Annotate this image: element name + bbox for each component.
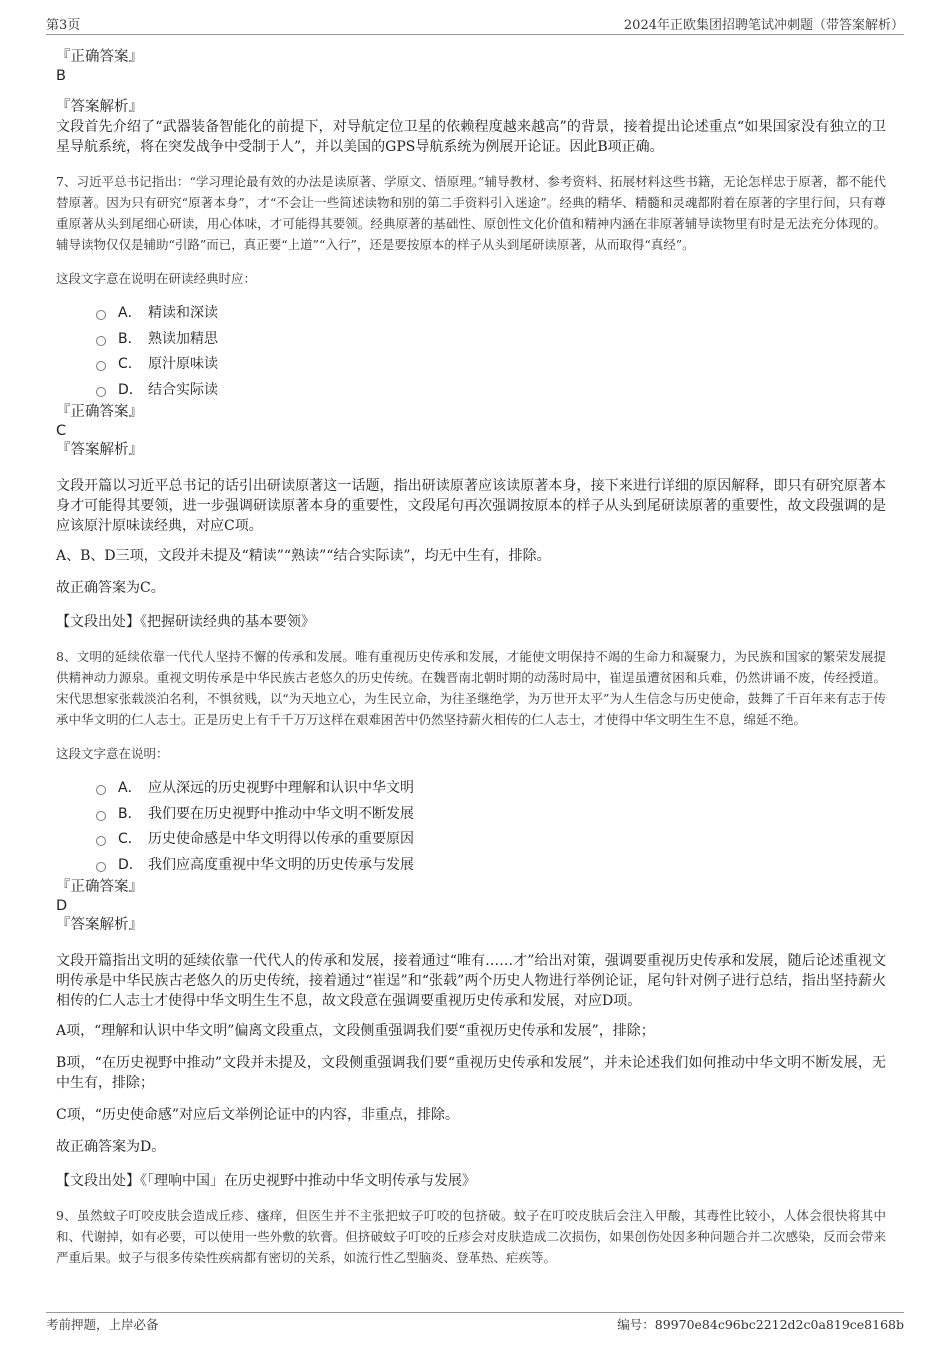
option-a[interactable]: A． 精读和深读 xyxy=(96,301,886,327)
analysis-paragraph: C项，“历史使命感”对应后文举例论证中的内容，非重点，排除。 xyxy=(56,1107,460,1123)
analysis-label: 『答案解析』 xyxy=(56,442,143,458)
correct-answer-value: B xyxy=(56,68,66,84)
analysis-paragraph: 文段首先介绍了“武器装备智能化的前提下，对导航定位卫星的依赖程度越来越高”的背景，接着提出论述重点“如果国家没有独立的卫星导航系统，将在突发战争中受制于人”，并以美国的GPS导航系统为例展开论证。因此B项正确。 xyxy=(56,119,886,155)
analysis-label: 『答案解析』 xyxy=(56,917,143,933)
source-citation: 【文段出处】《把握研读经典的基本要领》 xyxy=(56,614,315,630)
question-9-text: 9、虽然蚊子叮咬皮肤会造成丘疹、瘙痒，但医生并不主张把蚊子叮咬的包挤破。蚊子在叮咬皮肤后会注入甲酸，其毒性比较小，人体会很快将其中和、代谢掉，如有必要，可以使用一些外敷的软膏。但挤破蚊子叮咬的丘疹会对皮肤造成二次损伤，如果创伤处因多种问题合并二次感染，反而会带来严重后果。蚊子与很多传染性疾病都有密切的关系，如流行性乙型脑炎、登革热、疟疾等。 xyxy=(56,1208,886,1265)
radio-icon[interactable] xyxy=(96,811,106,821)
document-title: 2024年正欧集团招聘笔试冲刺题（带答案解析） xyxy=(623,18,904,33)
correct-answer-label: 『正确答案』 xyxy=(56,49,143,65)
option-c[interactable]: C． 原汁原味读 xyxy=(96,352,886,378)
radio-icon[interactable] xyxy=(96,387,106,397)
question-8-prompt: 这段文字意在说明： xyxy=(56,746,169,761)
radio-icon[interactable] xyxy=(96,785,106,795)
correct-answer-value: C xyxy=(56,423,67,439)
radio-icon[interactable] xyxy=(96,862,106,872)
footer-slogan: 考前押题，上岸必备 xyxy=(46,1317,159,1332)
page-number: 第3页 xyxy=(46,18,81,33)
correct-answer-label: 『正确答案』 xyxy=(56,879,143,895)
option-b[interactable]: B． 我们要在历史视野中推动中华文明不断发展 xyxy=(96,802,886,828)
analysis-paragraph: 文段开篇以习近平总书记的话引出研读原著这一话题，指出研读原著应该读原著本身，接下来进行详细的原因解释，即只有研究原著本身才可能得其要领，进一步强调研读原著本身的重要性，文段尾句再次强调按原本的样子从头到尾研读原著的重要性，故文段强调的是应该原汁原味读经典，对应C项。 xyxy=(56,478,886,534)
option-d[interactable]: D． 我们应高度重视中华文明的历史传承与发展 xyxy=(96,853,886,879)
correct-answer-value: D xyxy=(56,898,68,914)
question-7-options xyxy=(56,301,886,403)
analysis-paragraph: A项，“理解和认识中华文明”偏离文段重点，文段侧重强调我们要“重视历史传承和发展”，排除； xyxy=(56,1023,655,1039)
source-citation: 【文段出处】《「理响中国」在历史视野中推动中华文明传承与发展》 xyxy=(56,1173,476,1189)
page-footer xyxy=(46,1312,904,1335)
option-c[interactable]: C． 历史使命感是中华文明得以传承的重要原因 xyxy=(96,827,886,853)
analysis-paragraph: 故正确答案为D。 xyxy=(56,1139,166,1155)
document-id: 编号：89970e84c96bc2212d2c0a819ce8168b xyxy=(617,1317,904,1332)
analysis-paragraph: 故正确答案为C。 xyxy=(56,580,165,596)
analysis-paragraph: 文段开篇指出文明的延续依靠一代代人的传承和发展，接着通过“唯有……才”给出对策，强调要重视历史传承和发展，随后论述重视文明传承是中华民族古老悠久的历史传统，接着通过“崔逞”和“张载”两个历史人物进行举例论证，尾句针对例子进行总结，指出坚持薪火相传的仁人志士才使得中华文明生生不息，故文段意在强调要重视历史传承和发展，对应D项。 xyxy=(56,953,886,1009)
radio-icon[interactable] xyxy=(96,361,106,371)
question-7-text: 7、习近平总书记指出：“学习理论最有效的办法是读原著、学原文、悟原理。”辅导教材、参考资料、拓展材料这些书籍，无论怎样忠于原著，都不能代替原著。因为只有研究“原著本身”，才“不会让一些简述读物和别的第二手资料引入迷途”。经典的精华、精髓和灵魂都附着在原著的字里行间，只有尊重原著从头到尾细心研读，用心体味，才可能得其要领。经典原著的基础性、原创性文化价值和精神内涵在非原著辅导读物里有时是无法充分体现的。辅导读物仅仅是辅助“引路”而已，真正要“上道”“入行”，还是要按原本的样子从头到尾研读原著，从而取得“真经”。 xyxy=(56,174,886,252)
question-8-options xyxy=(56,776,886,878)
option-d[interactable]: D． 结合实际读 xyxy=(96,378,886,404)
radio-icon[interactable] xyxy=(96,310,106,320)
analysis-label: 『答案解析』 xyxy=(56,99,143,115)
correct-answer-label: 『正确答案』 xyxy=(56,404,143,420)
radio-icon[interactable] xyxy=(96,836,106,846)
radio-icon[interactable] xyxy=(96,336,106,346)
option-a[interactable]: A． 应从深远的历史视野中理解和认识中华文明 xyxy=(96,776,886,802)
question-7-prompt: 这段文字意在说明在研读经典时应： xyxy=(56,271,257,286)
question-8-text: 8、文明的延续依靠一代代人坚持不懈的传承和发展。唯有重视历史传承和发展，才能使文明保持不竭的生命力和凝聚力，为民族和国家的繁荣发展提供精神动力源泉。重视文明传承是中华民族古老悠久的历史传统。在魏晋南北朝时期的动荡时局中，崔逞虽遭贫困和兵难，仍然讲诵不废，传经授道。宋代思想家张载淡泊名利，不惧贫贱，以“为天地立心，为生民立命，为往圣继绝学，为万世开太平”为人生信念与历史使命，鼓舞了千百年来有志于传承中华文明的仁人志士。正是历史上有千千万万这样在艰难困苦中仍然坚持薪火相传的仁人志士，才使得中华文明生生不息，绵延不绝。 xyxy=(56,649,886,727)
page-header xyxy=(46,14,904,35)
analysis-paragraph: B项，“在历史视野中推动”文段并未提及，文段侧重强调我们要“重视历史传承和发展”，并未论述我们如何推动中华文明不断发展，无中生有，排除； xyxy=(56,1055,886,1091)
analysis-paragraph: A、B、D三项，文段并未提及“精读”“熟读”“结合实际读”，均无中生有，排除。 xyxy=(56,548,551,564)
option-b[interactable]: B． 熟读加精思 xyxy=(96,327,886,353)
document-body xyxy=(56,48,886,1268)
